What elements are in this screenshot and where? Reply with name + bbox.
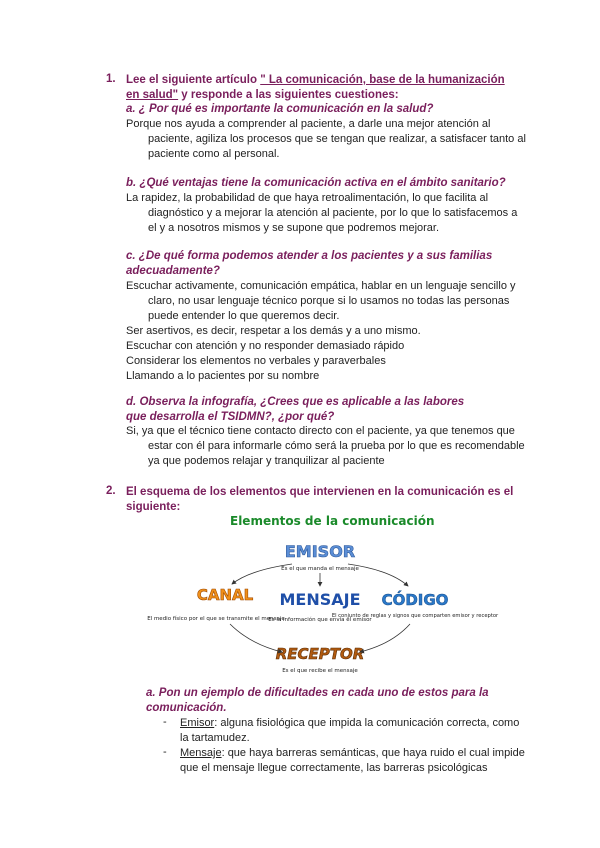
- diagram-title: Elementos de la comunicación: [230, 514, 435, 528]
- answer-1c: [126, 279, 526, 384]
- answer-1c-line-2: Ser asertivos, es decir, respetar a los demás y a uno mismo.: [126, 325, 421, 337]
- answer-1d: [126, 424, 526, 469]
- arrow-canal-receptor: [230, 624, 282, 652]
- question-1c: [126, 249, 496, 279]
- canal-word: CANAL: [196, 586, 254, 604]
- codigo-word: CÓDIGO: [381, 591, 449, 609]
- question-1c-label: c.: [126, 250, 136, 262]
- list-item-mensaje-term: Mensaje: [180, 747, 222, 759]
- answer-1b-line: La rapidez, la probabilidad de que haya retroalimentación, lo que facilita al diagnóstico y a mejorar la atención al paciente, por lo que lo satisfacemos a el y a nosotros mismos y se supone que podremos mejorar.: [126, 192, 518, 234]
- question-2a-text: Pon un ejemplo de dificultades en cada uno de estos para la comunicación.: [146, 687, 489, 714]
- diagram-svg: [147, 512, 499, 684]
- question-1-text: [126, 73, 516, 103]
- receptor-word: RECEPTOR: [275, 645, 365, 663]
- list-item-emisor: [180, 716, 525, 746]
- mensaje-desc: Es la información que envía el emisor: [268, 617, 372, 623]
- canal-desc: El medio físico por el que se transmite el mensaje: [147, 616, 285, 622]
- emisor-word: EMISOR: [284, 542, 356, 561]
- communication-diagram: [147, 512, 499, 684]
- mensaje-word: MENSAJE: [279, 590, 361, 609]
- emisor-desc: Es el que manda el mensaje: [281, 566, 359, 572]
- question-1a-text: ¿ Por qué es importante la comunicación en la salud?: [138, 103, 434, 115]
- list-item-emisor-text: : alguna fisiológica que impida la comunicación correcta, como la tartamudez.: [180, 717, 520, 744]
- answer-1b: [126, 191, 526, 236]
- question-2-text: El esquema de los elementos que intervienen en la comunicación es el siguiente:: [126, 486, 514, 513]
- question-1c-text: ¿De qué forma podemos atender a los pacientes y a sus familias adecuadamente?: [126, 250, 493, 277]
- list-dash: -: [163, 716, 167, 728]
- question-1a: [126, 102, 506, 117]
- article-link[interactable]: " La comunicación, base de la humanización en salud": [126, 74, 505, 101]
- answer-1a: [126, 117, 526, 162]
- question-1d-text: Observa la infografía, ¿Crees que es aplicable a las labores que desarrolla el TSIDMN?, ¿por qué?: [126, 396, 465, 423]
- answer-1c-line-5: Llamando a lo pacientes por su nombre: [126, 370, 320, 382]
- arrow-codigo-receptor: [360, 624, 410, 652]
- question-1-number: 1.: [106, 73, 116, 85]
- codigo-desc: El conjunto de reglas y signos que comparten emisor y receptor: [331, 613, 499, 619]
- question-1b-text: ¿Qué ventajas tiene la comunicación activa en el ámbito sanitario?: [139, 177, 506, 189]
- question-1b: [126, 176, 526, 191]
- question-1a-label: a.: [126, 103, 136, 115]
- question-1-intro-end: y responde a las siguientes cuestiones:: [178, 89, 399, 101]
- answer-1c-line-4: Considerar los elementos no verbales y paraverbales: [126, 355, 386, 367]
- list-item-emisor-term: Emisor: [180, 717, 215, 729]
- question-2-number: 2.: [106, 485, 116, 497]
- answer-1c-line-3: Escuchar con atención y no responder demasiado rápido: [126, 340, 405, 352]
- list-dash: -: [163, 746, 167, 758]
- list-item-mensaje: [180, 746, 525, 776]
- answer-1c-line-1: Escuchar activamente, comunicación empática, hablar en un lenguaje sencillo y claro, no usar lenguaje técnico porque si lo usamos no todas las personas puede entender lo que queremos decir.: [126, 280, 516, 322]
- answer-1a-line: Porque nos ayuda a comprender al paciente, a darle una mejor atención al paciente, agiliza los procesos que se tengan que realizar, a satisfacer tanto al paciente como al personal.: [126, 118, 526, 160]
- question-2a: [146, 686, 516, 716]
- list-item-mensaje-text: : que haya barreras semánticas, que haya ruido el cual impide que el mensaje llegue correctamente, las barreras psicológicas: [180, 747, 525, 774]
- question-1d: [126, 395, 486, 425]
- question-2a-label: a.: [146, 687, 156, 699]
- question-1-intro: Lee el siguiente artículo: [126, 74, 261, 86]
- answer-1d-line: Si, ya que el técnico tiene contacto directo con el paciente, ya que tenemos que estar con él para informarle cómo será la prueba por lo que es recomendable ya que podemos relajar y tranquilizar al paciente: [126, 425, 525, 467]
- question-1d-label: d.: [126, 396, 137, 408]
- question-1b-label: b.: [126, 177, 137, 189]
- receptor-desc: Es el que recibe el mensaje: [282, 668, 358, 674]
